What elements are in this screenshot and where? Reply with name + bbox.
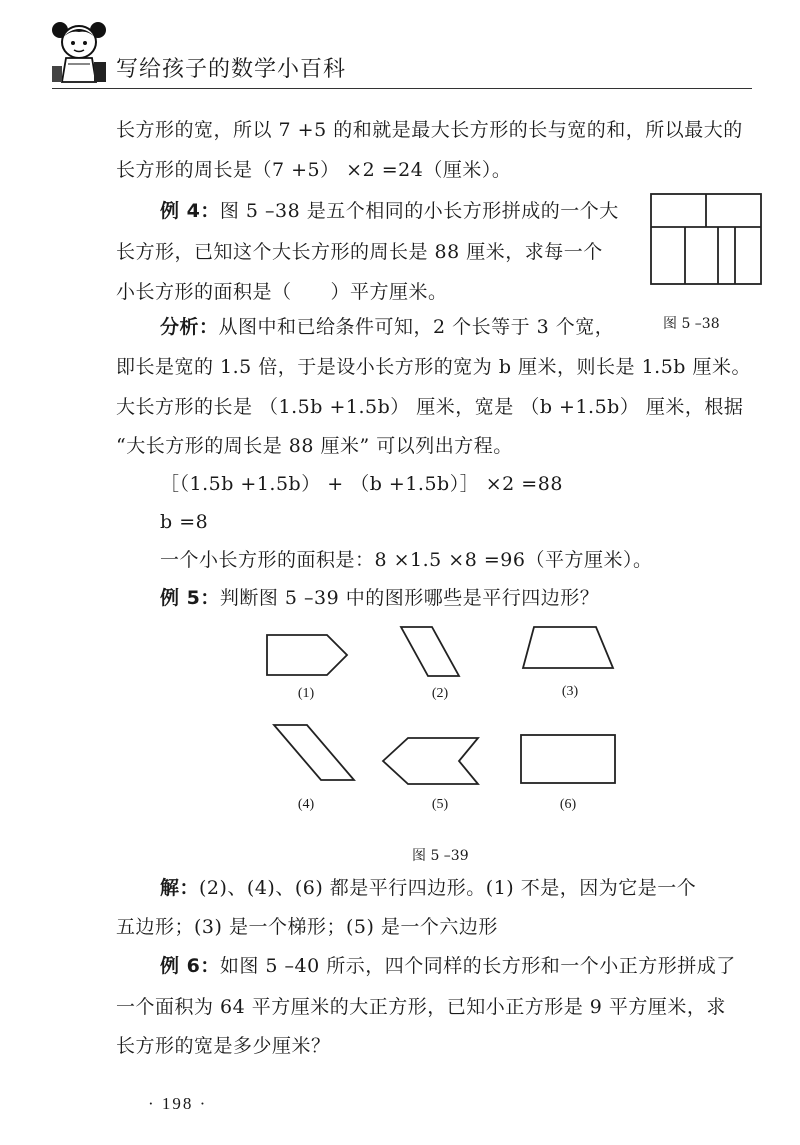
analysis-heading [160,315,614,339]
example-5-heading [160,586,599,610]
text-line: (2)、(4)、(6) 都是平行四边形。(1) 不是，因为它是一个 [199,877,697,899]
figure-5-38-caption: 图 5 –38 [663,316,720,332]
text-line: 图 5 –38 是五个相同的小长方形拼成的一个大 [219,200,619,222]
shape-4-parallelogram [271,722,357,784]
shape-label: (6) [559,797,577,812]
shape-label: (3) [561,684,579,699]
shape-label: (5) [431,797,449,812]
shape-label: (2) [431,686,449,701]
book-title: 写给孩子的数学小百科 [116,57,347,82]
example-4-label: 例 4： [160,200,220,222]
example-6-label: 例 6： [160,955,220,977]
text-line: 长方形的宽，所以 7 +5 的和就是最大长方形的长与宽的和，所以最大的 [116,119,743,141]
example-6-heading [160,954,736,978]
text-line: 长方形，已知这个大长方形的周长是 88 厘米，求每一个 [116,241,603,263]
header-rule [52,88,752,89]
text-line: 如图 5 –40 所示，四个同样的长方形和一个小正方形拼成了 [219,955,736,977]
text-line: 从图中和已给条件可知，2 个长等于 3 个宽， [218,316,615,338]
shape-1-pentagon [265,632,351,678]
text-line: 小长方形的面积是（ ）平方厘米。 [116,281,448,303]
shape-label: (1) [297,686,315,701]
equation-line: b =8 [160,511,209,533]
text-line: 长方形的周长是（7 +5） ×2 =24（厘米）。 [116,159,512,181]
text-line: 长方形的宽是多少厘米？ [116,1035,331,1057]
shape-3-trapezoid [520,624,616,672]
example-5-label: 例 5： [160,587,220,609]
figure-5-38 [650,193,762,285]
shape-5-hexagon [380,735,482,787]
text-line: “大长方形的周长是 88 厘米” 可以列出方程。 [116,435,513,457]
example-4-heading [160,199,619,223]
text-line: 判断图 5 –39 中的图形哪些是平行四边形？ [219,587,600,609]
text-line: 大长方形的长是 （1.5b +1.5b） 厘米，宽是 （b +1.5b） 厘米，根据 [116,396,744,418]
figure-5-39-caption: 图 5 –39 [412,848,469,864]
shape-6-rectangle [519,733,617,785]
text-line: 五边形；(3) 是一个梯形；(5) 是一个六边形 [116,916,498,938]
girl-illustration [48,16,114,86]
shape-2-parallelogram [398,624,462,680]
text-line: 一个面积为 64 平方厘米的大正方形，已知小正方形是 9 平方厘米，求 [116,996,726,1018]
text-line: 即长是宽的 1.5 倍，于是设小长方形的宽为 b 厘米，则长是 1.5b 厘米。 [116,356,751,378]
page-number: · 198 · [148,1094,208,1113]
equation-line: 一个小长方形的面积是：8 ×1.5 ×8 =96（平方厘米）。 [160,549,653,571]
solution-heading [160,876,696,900]
shape-label: (4) [297,797,315,812]
equation-line: ［（1.5b +1.5b） + （b +1.5b）］ ×2 =88 [160,473,563,495]
solution-label: 解： [160,877,200,899]
analysis-label: 分析： [160,316,219,338]
